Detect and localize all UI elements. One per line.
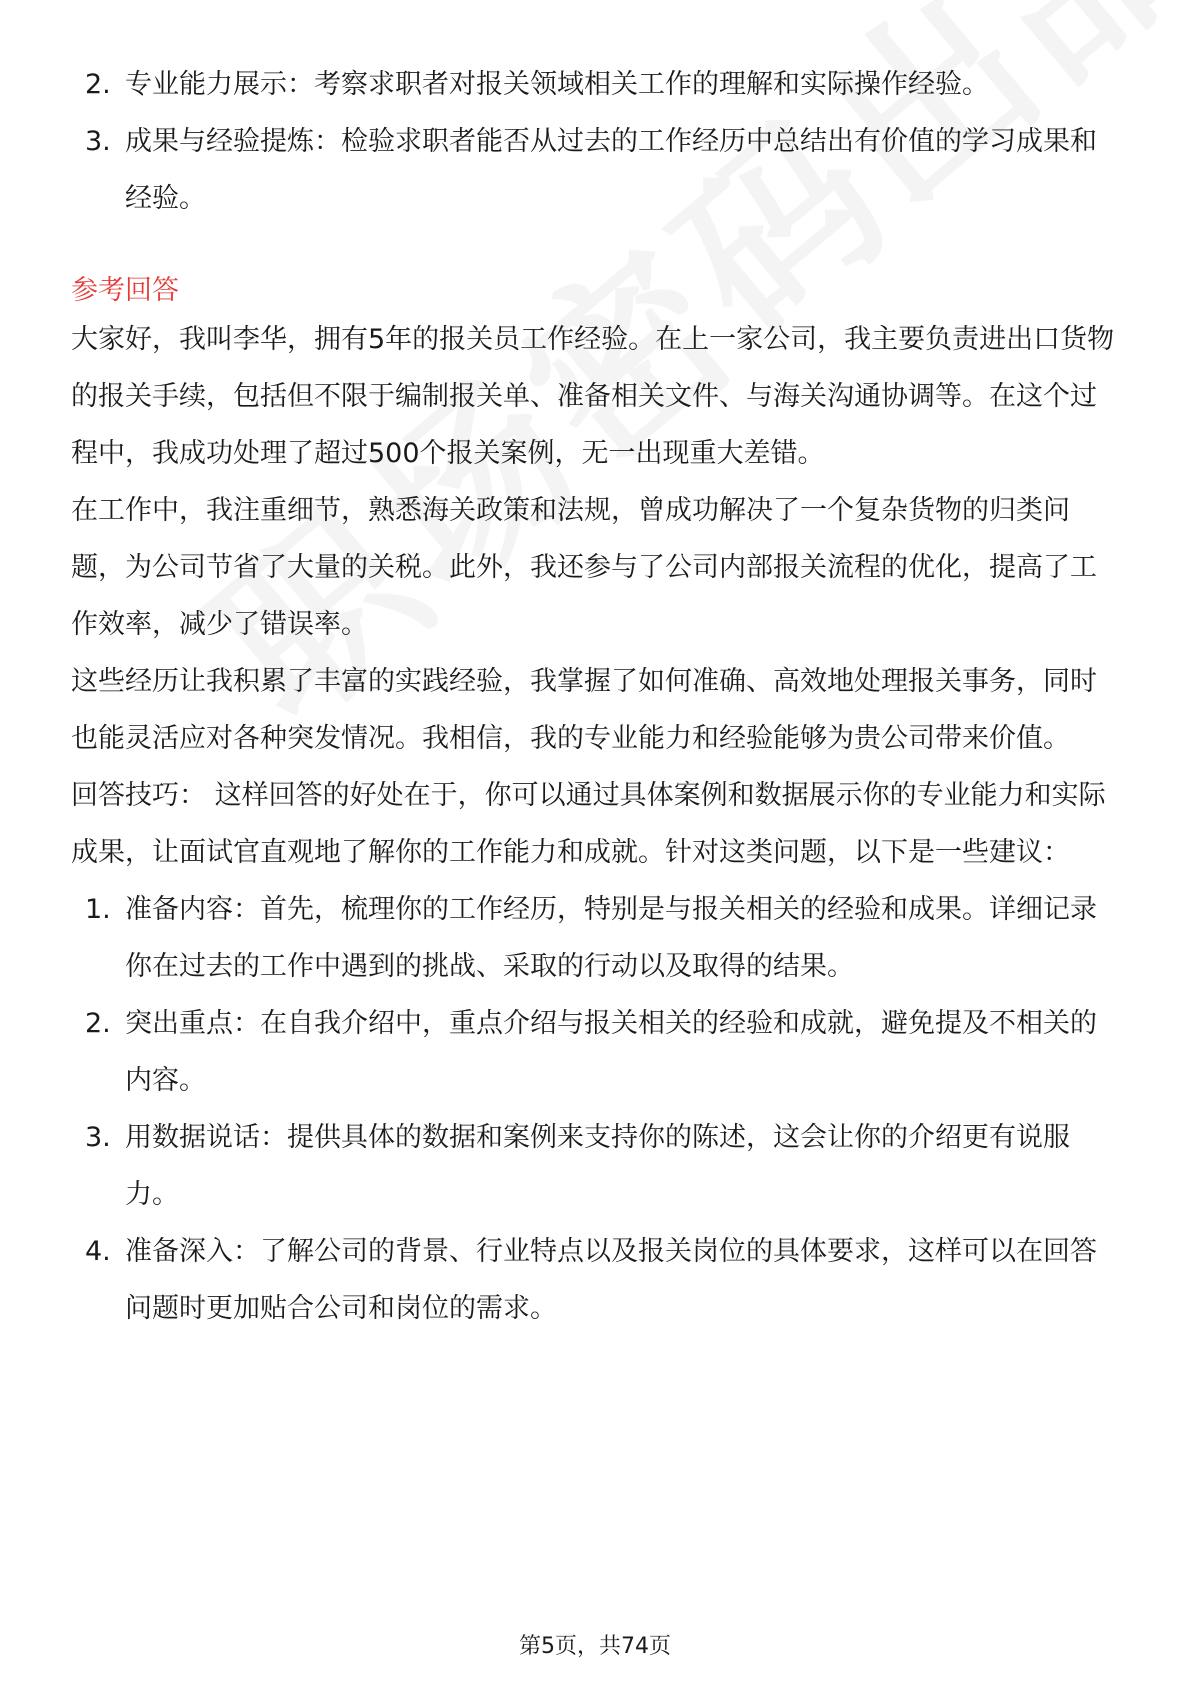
list-item <box>71 56 1123 113</box>
list-item-number: 2. <box>85 1008 111 1039</box>
list-item-number: 3. <box>85 1122 111 1153</box>
tips-list <box>71 881 1123 1337</box>
list-item <box>71 1223 1123 1337</box>
list-item-number: 3. <box>85 126 111 157</box>
list-item-number: 2. <box>85 69 111 100</box>
answer-paragraph-3: 这些经历让我积累了丰富的实践经验，我掌握了如何准确、高效地处理报关事务，同时也能灵活应对各种突发情况。我相信，我的专业能力和经验能够为贵公司带来价值。 <box>71 666 1097 754</box>
answer-tips-paragraph: 回答技巧： 这样回答的好处在于，你可以通过具体案例和数据展示你的专业能力和实际成果，让面试官直观地了解你的工作能力和成就。针对这类问题，以下是一些建议： <box>71 780 1106 868</box>
answer-paragraph-2: 在工作中，我注重细节，熟悉海关政策和法规，曾成功解决了一个复杂货物的归类问题，为公司节省了大量的关税。此外，我还参与了公司内部报关流程的优化，提高了工作效率，减少了错误率。 <box>71 495 1097 640</box>
list-item-number: 1. <box>85 894 111 925</box>
list-item-number: 4. <box>85 1236 111 1267</box>
evaluation-points-list <box>71 56 1123 227</box>
list-item <box>71 113 1123 227</box>
section-title-reference-answer: 参考回答 <box>71 275 179 306</box>
list-item-text: 专业能力展示：考察求职者对报关领域相关工作的理解和实际操作经验。 <box>125 69 989 100</box>
answer-paragraph-1: 大家好，我叫李华，拥有5年的报关员工作经验。在上一家公司，我主要负责进出口货物的报关手续，包括但不限于编制报关单、准备相关文件、与海关沟通协调等。在这个过程中，我成功处理了超过500个报关案例，无一出现重大差错。 <box>71 324 1115 469</box>
list-item-text: 用数据说话：提供具体的数据和案例来支持你的陈述，这会让你的介绍更有说服力。 <box>125 1122 1070 1210</box>
list-item-text: 成果与经验提炼：检验求职者能否从过去的工作经历中总结出有价值的学习成果和经验。 <box>125 126 1097 214</box>
page-content <box>71 56 1123 1337</box>
page-number-footer: 第5页，共74页 <box>519 1634 671 1659</box>
list-item-text: 准备内容：首先，梳理你的工作经历，特别是与报关相关的经验和成果。详细记录你在过去的工作中遇到的挑战、采取的行动以及取得的结果。 <box>125 894 1097 982</box>
list-item-text: 突出重点：在自我介绍中，重点介绍与报关相关的经验和成就，避免提及不相关的内容。 <box>125 1008 1097 1096</box>
list-item <box>71 1109 1123 1223</box>
list-item-text: 准备深入：了解公司的背景、行业特点以及报关岗位的具体要求，这样可以在回答问题时更加贴合公司和岗位的需求。 <box>125 1236 1097 1324</box>
list-item <box>71 881 1123 995</box>
list-item <box>71 995 1123 1109</box>
